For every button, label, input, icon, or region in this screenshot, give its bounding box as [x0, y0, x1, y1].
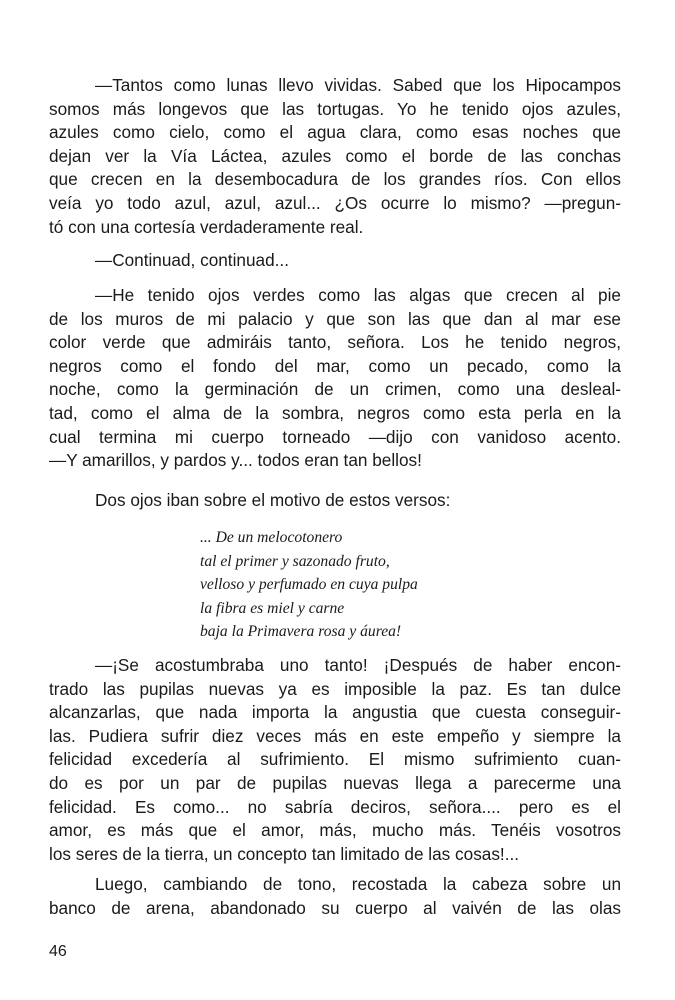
- text-line: alcanzarlas, que nada importa la angustia que cuesta conseguir-: [49, 702, 621, 723]
- text-line: dejan ver la Vía Láctea, azules como el borde de las conchas: [49, 145, 621, 166]
- paragraph-2: [49, 249, 621, 273]
- text-line: —Continuad, continuad...: [95, 250, 289, 270]
- text-line: do es por un par de pupilas nuevas llega a parecerme una: [49, 772, 621, 793]
- text-line: cual termina mi cuerpo torneado —dijo con vanidoso acento.: [49, 426, 621, 447]
- text-line: negros como el fondo del mar, como un pecado, como la: [49, 355, 621, 376]
- paragraph-6: [49, 873, 621, 920]
- text-line: azules como cielo, como el agua clara, como esas noches que: [49, 122, 621, 143]
- verse-line: ... De un melocotonero: [200, 529, 343, 546]
- page-number: 46: [49, 943, 67, 960]
- text-line: que crecen en la desembocadura de los grandes ríos. Con ellos: [49, 169, 621, 190]
- text-line: de los muros de mi palacio y que son las que dan al mar ese: [49, 308, 621, 329]
- verse-line: tal el primer y sazonado fruto,: [200, 552, 390, 570]
- text-line: las. Pudiera sufrir diez veces más en este empeño y siempre la: [49, 725, 621, 746]
- text-line: felicidad. Es como... no sabría deciros, señora.... pero es el: [49, 796, 621, 817]
- paragraph-1: [49, 74, 621, 239]
- text-line: trado las pupilas nuevas ya es imposible la paz. Es tan dulce: [49, 678, 621, 699]
- text-line: tad, como el alma de la sombra, negros como esta perla en la: [49, 402, 621, 423]
- text-line: los seres de la tierra, un concepto tan limitado de las cosas!...: [49, 843, 520, 864]
- text-line: —He tenido ojos verdes como las algas que crecen al pie: [95, 285, 621, 305]
- text-line: —Y amarillos, y pardos y... todos eran tan bellos!: [49, 450, 422, 471]
- verse-quote: [200, 526, 530, 644]
- text-line: color verde que admiráis tanto, señora. Los he tenido negros,: [49, 332, 621, 353]
- text-line: amor, es más que el amor, más, mucho más. Tenéis vosotros: [49, 820, 621, 841]
- paragraph-5: [49, 654, 621, 866]
- text-line: banco de arena, abandonado su cuerpo al vaivén de las olas: [49, 897, 621, 918]
- text-line: Luego, cambiando de tono, recostada la cabeza sobre un: [95, 874, 621, 894]
- text-line: tó con una cortesía verdaderamente real.: [49, 216, 364, 237]
- paragraph-3: [49, 284, 621, 473]
- text-line: Dos ojos iban sobre el motivo de estos versos:: [95, 490, 451, 510]
- text-line: noche, como la germinación de un crimen, como una desleal-: [49, 379, 621, 400]
- verse-line: la fibra es miel y carne: [200, 599, 345, 617]
- text-line: —¡Se acostumbraba uno tanto! ¡Después de haber encon-: [95, 655, 621, 675]
- text-line: somos más longevos que las tortugas. Yo he tenido ojos azules,: [49, 98, 621, 119]
- verse-line: baja la Primavera rosa y áurea!: [200, 623, 402, 640]
- verse-line: velloso y perfumado en cuya pulpa: [200, 576, 418, 593]
- text-line: —Tantos como lunas llevo vividas. Sabed que los Hipocampos: [95, 75, 621, 95]
- paragraph-4: [49, 489, 621, 513]
- text-line: veía yo todo azul, azul, azul... ¿Os ocurre lo mismo? —pregun-: [49, 192, 621, 213]
- text-line: felicidad excedería al sufrimiento. El mismo sufrimiento cuan-: [49, 749, 621, 770]
